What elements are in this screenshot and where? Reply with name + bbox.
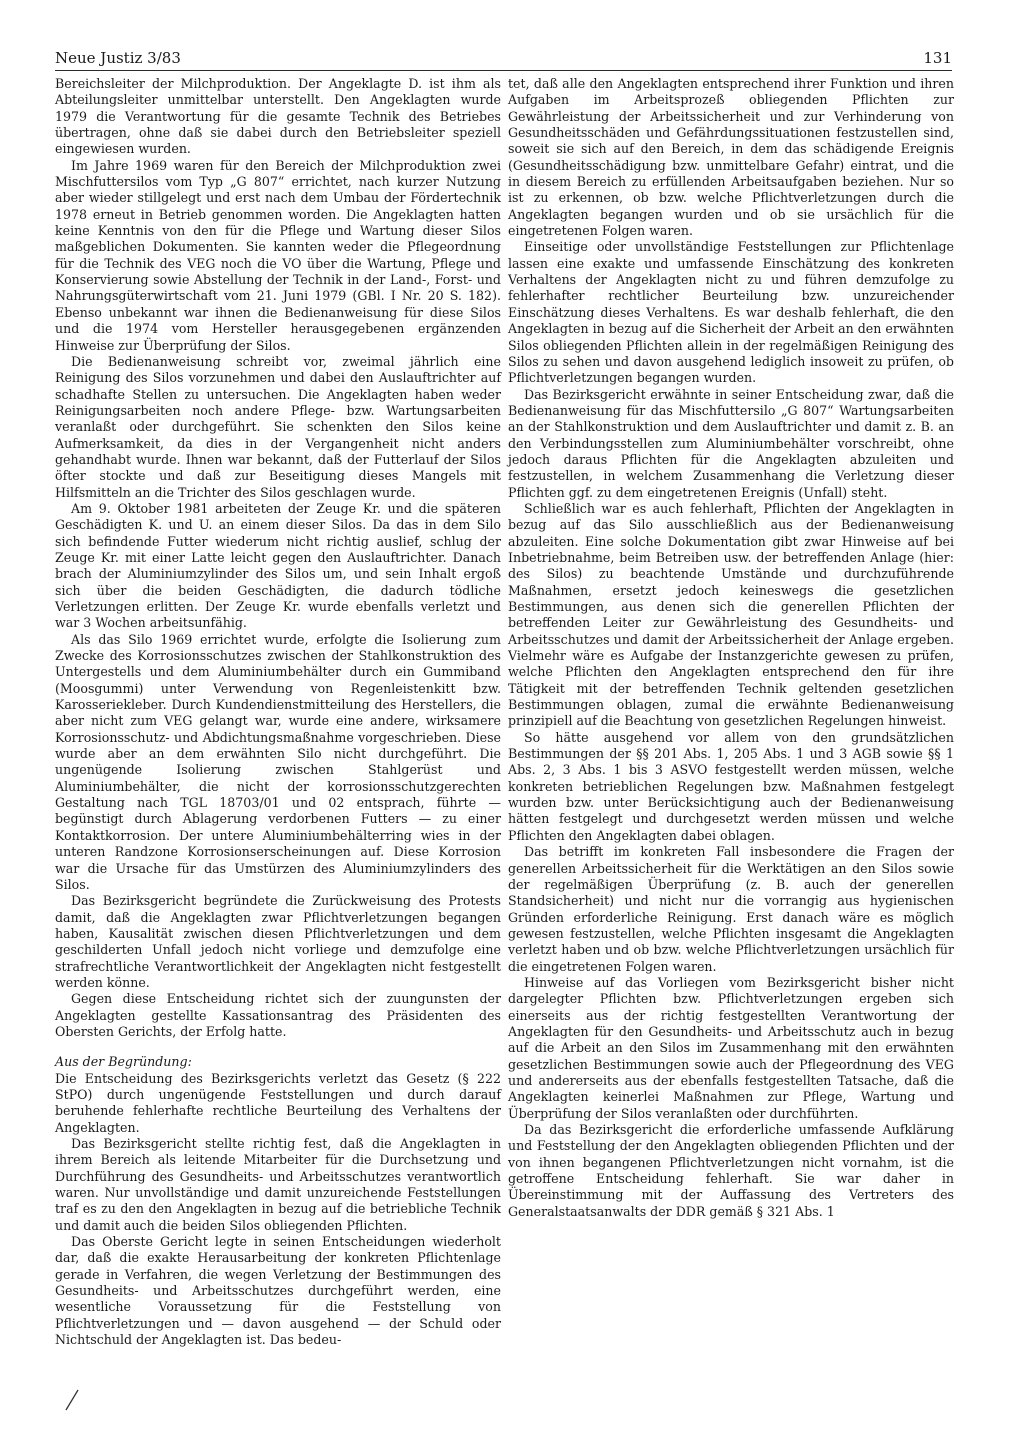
paragraph: Gegen diese Entscheidung richtet sich der zuungunsten der Angeklagten gestellte Kassationsantrag des Präsidenten des Obersten Gerichts, der Erfolg hatte. (55, 991, 501, 1039)
paragraph: Bereichsleiter der Milchproduktion. Der Angeklagte D. ist ihm als Abteilungsleiter unmittelbar unterstellt. Den Angeklagten wurde 1979 die Verantwortung für die gesamte Technik des Betriebes übertragen, ohne daß sie dabei durch den Betriebsleiter speziell eingewiesen wurden. (55, 76, 501, 157)
page-header (55, 48, 952, 71)
paragraph: Hinweise auf das Vorliegen vom Bezirksgericht bisher nicht dargelegter Pflichten bzw. Pflichtverletzungen ergeben sich einerseits aus der richtig festgestellten Verantwortung der Angeklagten für den Gesundheits- und Arbeitsschutz auch in bezug auf die Arbeit an den Silos im Zusammenhang mit den erwähnten gesetzlichen Bestimmungen sowie auch der Pflegeordnung des VEG und andererseits aus der ebenfalls festgestellten Tatsache, daß die Angeklagten keinerlei Maßnahmen zur Pflege, Wartung und Überprüfung der Silos veranlaßten oder durchführten. (508, 974, 954, 1121)
paragraph: Die Entscheidung des Bezirksgerichts verletzt das Gesetz (§ 222 StPO) durch ungenügende Feststellungen und durch darauf beruhende fehlerhafte rechtliche Beurteilung des Verhaltens der Angeklagten. (55, 1070, 501, 1135)
paragraph: Schließlich war es auch fehlerhaft, Pflichten der Angeklagten in bezug auf das Silo ausschließlich aus der Bedienanweisung abzuleiten. Eine solche Dokumentation gibt zwar Hinweise auf bei Inbetriebnahme, beim Betreiben usw. der betreffenden Anlage (hier: des Silos) zu beachtende Umstände und durchzuführende Maßnahmen, ersetzt jedoch keineswegs die gesetzlichen Bestimmungen, aus denen sich die generellen Pflichten der betreffenden Leiter zur Gewährleistung des Gesundheits- und Arbeitsschutzes und damit der Arbeitssicherheit der Anlage ergeben. Vielmehr wäre es Aufgabe der Instanzgerichte gewesen zu prüfen, welche Pflichten den Angeklagten entsprechend den für ihre Tätigkeit mit der betreffenden Technik geltenden gesetzlichen Bestimmungen oblagen, zumal die erwähnte Bedienanweisung prinzipiell auf die Beachtung von gesetzlichen Regelungen hinweist. (508, 500, 954, 729)
paragraph: Das Bezirksgericht begründete die Zurückweisung des Protests damit, daß die Angeklagten zwar Pflichtverletzungen begangen haben, Kausalität zwischen diesen Pflichtverletzungen und dem geschilderten Unfall jedoch nicht vorliege und demzufolge eine strafrechtliche Verantwortlichkeit der Angeklagten nicht festgestellt werden könne. (55, 893, 501, 990)
journal-issue: Neue Justiz 3/83 (55, 49, 181, 67)
right-column (508, 76, 954, 1220)
pencil-mark (62, 1388, 82, 1412)
paragraph: Die Bedienanweisung schreibt vor, zweimal jährlich eine Reinigung des Silos vorzunehmen und dabei den Auslauftrichter auf schadhafte Stellen zu untersuchen. Die Angeklagten haben weder Reinigungsarbeiten noch andere Pflege- bzw. Wartungsarbeiten veranlaßt oder durchgeführt. Sie schenkten den Silos keine Aufmerksamkeit, da dies in der Vergangenheit nicht anders gehandhabt wurde. Ihnen war bekannt, daß der Futterlauf der Silos öfter stockte und daß zur Beseitigung dieses Mangels mit Hilfsmitteln an die Trichter des Silos geschlagen wurde. (55, 353, 501, 500)
page-number: 131 (923, 49, 952, 67)
paragraph: Das Bezirksgericht erwähnte in seiner Entscheidung zwar, daß die Bedienanweisung für das Mischfuttersilo „G 807“ Wartungsarbeiten an der Stahlkonstruktion und dem Auslauftrichter und damit z. B. an den Verbindungsstellen zum Aluminiumbehälter vorschreibt, ohne jedoch daraus Pflichten für die Angeklagten abzuleiten und festzustellen, in welchem Zusammenhang die Verletzung dieser Pflichten ggf. zu dem eingetretenen Ereignis (Unfall) steht. (508, 386, 954, 500)
left-column (55, 76, 501, 1348)
paragraph: Das Oberste Gericht legte in seinen Entscheidungen wiederholt dar, daß die exakte Herausarbeitung der konkreten Pflichtenlage gerade in Verfahren, die wegen Verletzung der Bestimmungen des Gesundheits- und Arbeitsschutzes durchgeführt werden, eine wesentliche Voraussetzung für die Feststellung von Pflichtverletzungen und — davon ausgehend — der Schuld oder Nichtschuld der Angeklagten ist. Das bedeu- (55, 1234, 501, 1348)
paragraph: So hätte ausgehend vor allem von den grundsätzlichen Bestimmungen der §§ 201 Abs. 1, 205 Abs. 1 und 3 AGB sowie §§ 1 Abs. 2, 3 Abs. 1 bis 3 ASVO festgestellt werden müssen, welche konkreten betrieblichen Regelungen bzw. Maßnahmen festgelegt wurden bzw. unter Berücksichtigung auch der Bedienanweisung hätten festgelegt und durchgesetzt werden müssen und welche Pflichten den Angeklagten dabei oblagen. (508, 729, 954, 843)
paragraph: tet, daß alle den Angeklagten entsprechend ihrer Funktion und ihren Aufgaben im Arbeitsprozeß obliegenden Pflichten zur Gewährleistung der Arbeitssicherheit und zur Verhinderung von Gesundheitsschäden und Gefährdungssituationen festzustellen sind, soweit sie sich auf den Bereich, in dem das schädigende Ereignis (Gesundheitsschädigung bzw. unmittelbare Gefahr) eintrat, und die in diesem Bereich zu erfüllenden Arbeitsaufgaben beziehen. Nur so ist zu erkennen, ob bzw. welche Pflichtverletzungen durch die Angeklagten begangen wurden und ob sie ursächlich für die eingetretenen Folgen waren. (508, 76, 954, 239)
paragraph: Das betrifft im konkreten Fall insbesondere die Fragen der generellen Arbeitssicherheit für die Werktätigen an den Silos sowie der regelmäßigen Überprüfung (z. B. auch der generellen Standsicherheit) und nicht nur die vorrangig aus hygienischen Gründen erforderliche Reinigung. Erst danach wäre es möglich gewesen festzustellen, welche Pflichten insgesamt die Angeklagten verletzt haben und ob bzw. welche Pflichtverletzungen ursächlich für die eingetretenen Folgen waren. (508, 844, 954, 974)
paragraph: Als das Silo 1969 errichtet wurde, erfolgte die Isolierung zum Zwecke des Korrosionsschutzes zwischen der Stahlkonstruktion des Untergestells und dem Aluminiumbehälter durch ein Gummiband (Moosgummi) unter Verwendung von Regenleistenkitt bzw. Karosseriekleber. Durch Kundendienstmitteilung des Herstellers, die aber nicht zum VEG gelangt war, wurde eine andere, wirksamere Korrosionsschutz- und Abdichtungsmaßnahme vorgeschrieben. Diese wurde aber an dem erwähnten Silo nicht durchgeführt. Die ungenügende Isolierung zwischen Stahlgerüst und Aluminiumbehälter, die nicht der korrosionsschutzgerechten Gestaltung nach TGL 18703/01 und 02 entsprach, führte — begünstigt durch Ablagerung verdorbenen Futters — zu einer Kontaktkorrosion. Der untere Aluminiumbehälterring wies in der unteren Randzone Korrosionserscheinungen auf. Diese Korrosion war die Ursache für das Umstürzen des Aluminiumzylinders des Silos. (55, 631, 501, 892)
paragraph: Einseitige oder unvollständige Feststellungen zur Pflichtenlage lassen eine exakte und umfassende Einschätzung des konkreten Verhaltens der Angeklagten nicht zu und führen demzufolge zu fehlerhafter rechtlicher Beurteilung bzw. unzureichender Einschätzung dieses Verhaltens. Es war deshalb fehlerhaft, die den Angeklagten in bezug auf die Sicherheit der Arbeit an den erwähnten Silos obliegenden Pflichten allein in der regelmäßigen Reinigung des Silos zu sehen und davon ausgehend lediglich insoweit zu prüfen, ob Pflichtverletzungen begangen wurden. (508, 239, 954, 386)
paragraph: Am 9. Oktober 1981 arbeiteten der Zeuge Kr. und die späteren Geschädigten K. und U. an einem dieser Silos. Da das in dem Silo sich befindende Futter wiederum nicht richtig auslief, schlug der Zeuge Kr. mit einer Latte leicht gegen den Auslauftrichter. Danach brach der Aluminiumzylinder des Silos um, und sein Inhalt ergoß sich über die beiden Geschädigten, die dadurch tödliche Verletzungen erlitten. Der Zeuge Kr. wurde ebenfalls verletzt und war 3 Wochen arbeitsunfähig. (55, 500, 501, 631)
paragraph: Das Bezirksgericht stellte richtig fest, daß die Angeklagten in ihrem Bereich als leitende Mitarbeiter für die Durchsetzung und Durchführung des Gesundheits- und Arbeitsschutzes verantwortlich waren. Nur unvollständige und damit unzureichende Feststellungen traf es zu den den Angeklagten in bezug auf die betriebliche Technik und damit auch die beiden Silos obliegenden Pflichten. (55, 1136, 501, 1233)
section-subheading: Aus der Begründung: (55, 1054, 192, 1070)
paragraph: Da das Bezirksgericht die erforderliche umfassende Aufklärung und Feststellung der den Angeklagten obliegenden Pflichten und der von ihnen begangenen Pflichtverletzungen nicht vornahm, ist die getroffene Entscheidung fehlerhaft. Sie war daher in Übereinstimmung mit der Auffassung des Vertreters des Generalstaatsanwalts der DDR gemäß § 321 Abs. 1 (508, 1122, 954, 1219)
paragraph: Im Jahre 1969 waren für den Bereich der Milchproduktion zwei Mischfuttersilos vom Typ „G 807“ errichtet, nach kurzer Nutzung aber wieder stillgelegt und erst nach dem Umbau der Fördertechnik 1978 erneut in Betrieb genommen worden. Die Angeklagten hatten keine Kenntnis von den für die Pflege und Wartung dieser Silos maßgeblichen Dokumenten. Sie kannten weder die Pflegeordnung für die Technik des VEG noch die VO über die Wartung, Pflege und Konservierung sowie Abstellung der Technik in der Land-, Forst- und Nahrungsgüterwirtschaft vom 21. Juni 1979 (GBl. I Nr. 20 S. 182). Ebenso unbekannt war ihnen die Bedienanweisung für diese Silos und die 1974 vom Hersteller herausgegebenen ergänzenden Hinweise zur Überprüfung der Silos. (55, 157, 501, 353)
